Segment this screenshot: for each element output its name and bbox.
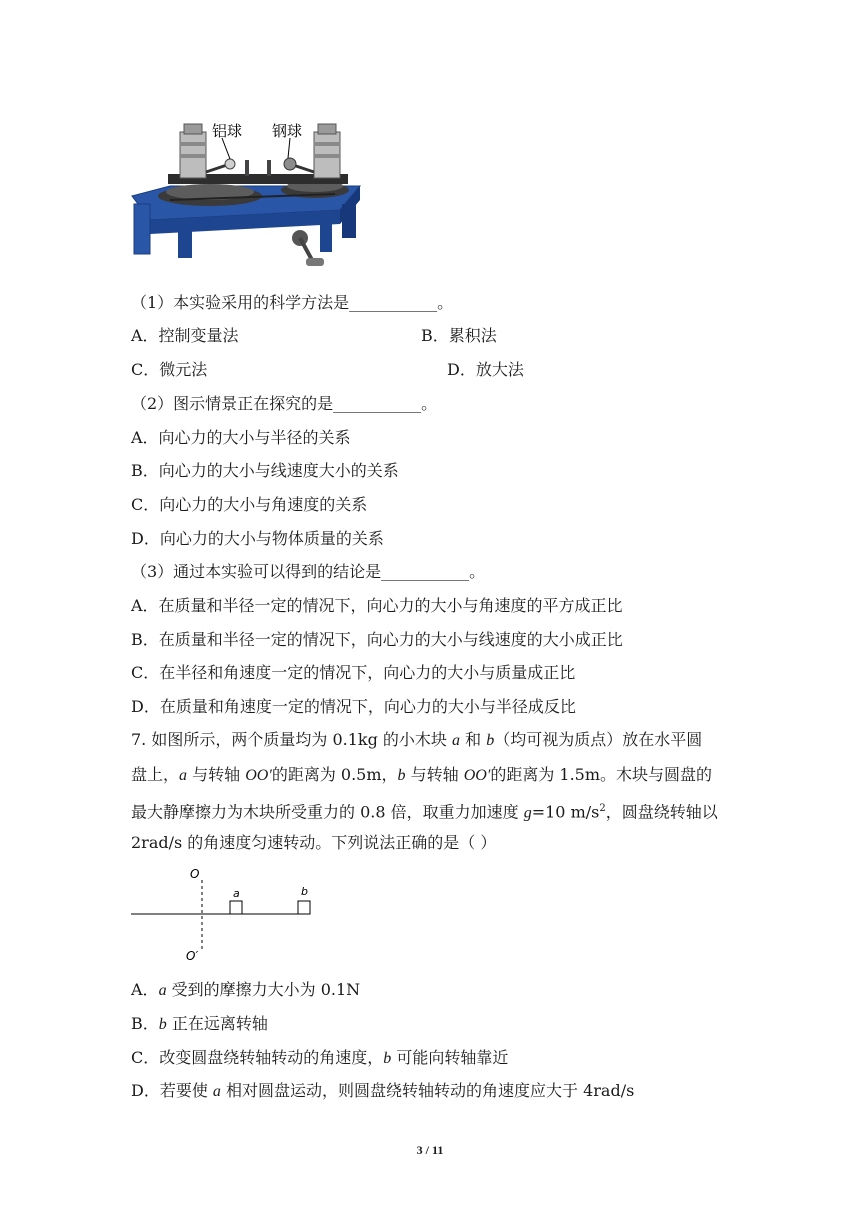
question-1-stem: （1）本实验采用的科学方法是___________。 (131, 293, 454, 312)
question-7-line-1: 7. 如图所示，两个质量均为 0.1kg 的小木块 a 和 b（均可视为质点）放在水平圆 (131, 730, 703, 749)
question-2-option-c: C．向心力的大小与角速度的关系 (131, 495, 368, 514)
question-7-option-c: C．改变圆盘绕转轴转动的角速度，b 可能向转轴靠近 (131, 1048, 509, 1067)
question-7-line-3: 最大静摩擦力为木块所受重力的 0.8 倍，取重力加速度 g=10 $m/s^2$，圆盘绕转轴以 (131, 802, 718, 822)
question-3-option-a: A．在质量和半径一定的情况下，向心力的大小与角速度的平方成正比 (131, 596, 623, 615)
question-3-option-d: D．在质量和角速度一定的情况下，向心力的大小与半径成反比 (131, 697, 576, 716)
question-7-option-d: D．若要使 a 相对圆盘运动，则圆盘绕转轴转动的角速度应大于 4rad/s (131, 1081, 635, 1100)
question-2-stem: （2）图示情景正在探究的是___________。 (131, 394, 438, 413)
question-1-option-d: D．放大法 (447, 360, 524, 379)
question-3-stem: （3）通过本实验可以得到的结论是___________。 (131, 562, 486, 581)
question-1-option-a: A．控制变量法 (131, 326, 239, 345)
question-3-option-c: C．在半径和角速度一定的情况下，向心力的大小与质量成正比 (131, 663, 576, 682)
rotating-disk-diagram (128, 864, 328, 964)
centripetal-force-apparatus-figure (130, 114, 365, 272)
question-2-option-b: B．向心力的大小与线速度大小的关系 (131, 461, 399, 480)
question-7-line-4: 2rad/s 的角速度匀速转动。下列说法正确的是（ ） (131, 833, 497, 852)
axis-label-o: O (190, 867, 200, 881)
axis-label-o-prime: O′ (186, 949, 199, 963)
label-aluminum-ball: 铝球 (212, 122, 243, 140)
question-1-option-b: B．累积法 (421, 326, 497, 345)
question-2-option-d: D．向心力的大小与物体质量的关系 (131, 529, 384, 548)
question-7-line-2: 盘上，a 与转轴 OO′的距离为 0.5m，b 与转轴 OO′的距离为 1.5m。木块与圆盘的 (131, 765, 713, 784)
block-label-a: a (233, 887, 240, 900)
question-7-option-b: B．b 正在远离转轴 (131, 1014, 268, 1033)
question-1-option-c: C．微元法 (131, 360, 208, 379)
block-label-b: b (301, 885, 308, 898)
question-3-option-b: B．在质量和半径一定的情况下，向心力的大小与线速度的大小成正比 (131, 630, 623, 649)
question-2-option-a: A．向心力的大小与半径的关系 (131, 428, 351, 447)
label-steel-ball: 钢球 (272, 122, 303, 140)
question-7-option-a: A．a 受到的摩擦力大小为 0.1N (131, 980, 361, 999)
page-number: 3 / 11 (416, 1143, 444, 1157)
